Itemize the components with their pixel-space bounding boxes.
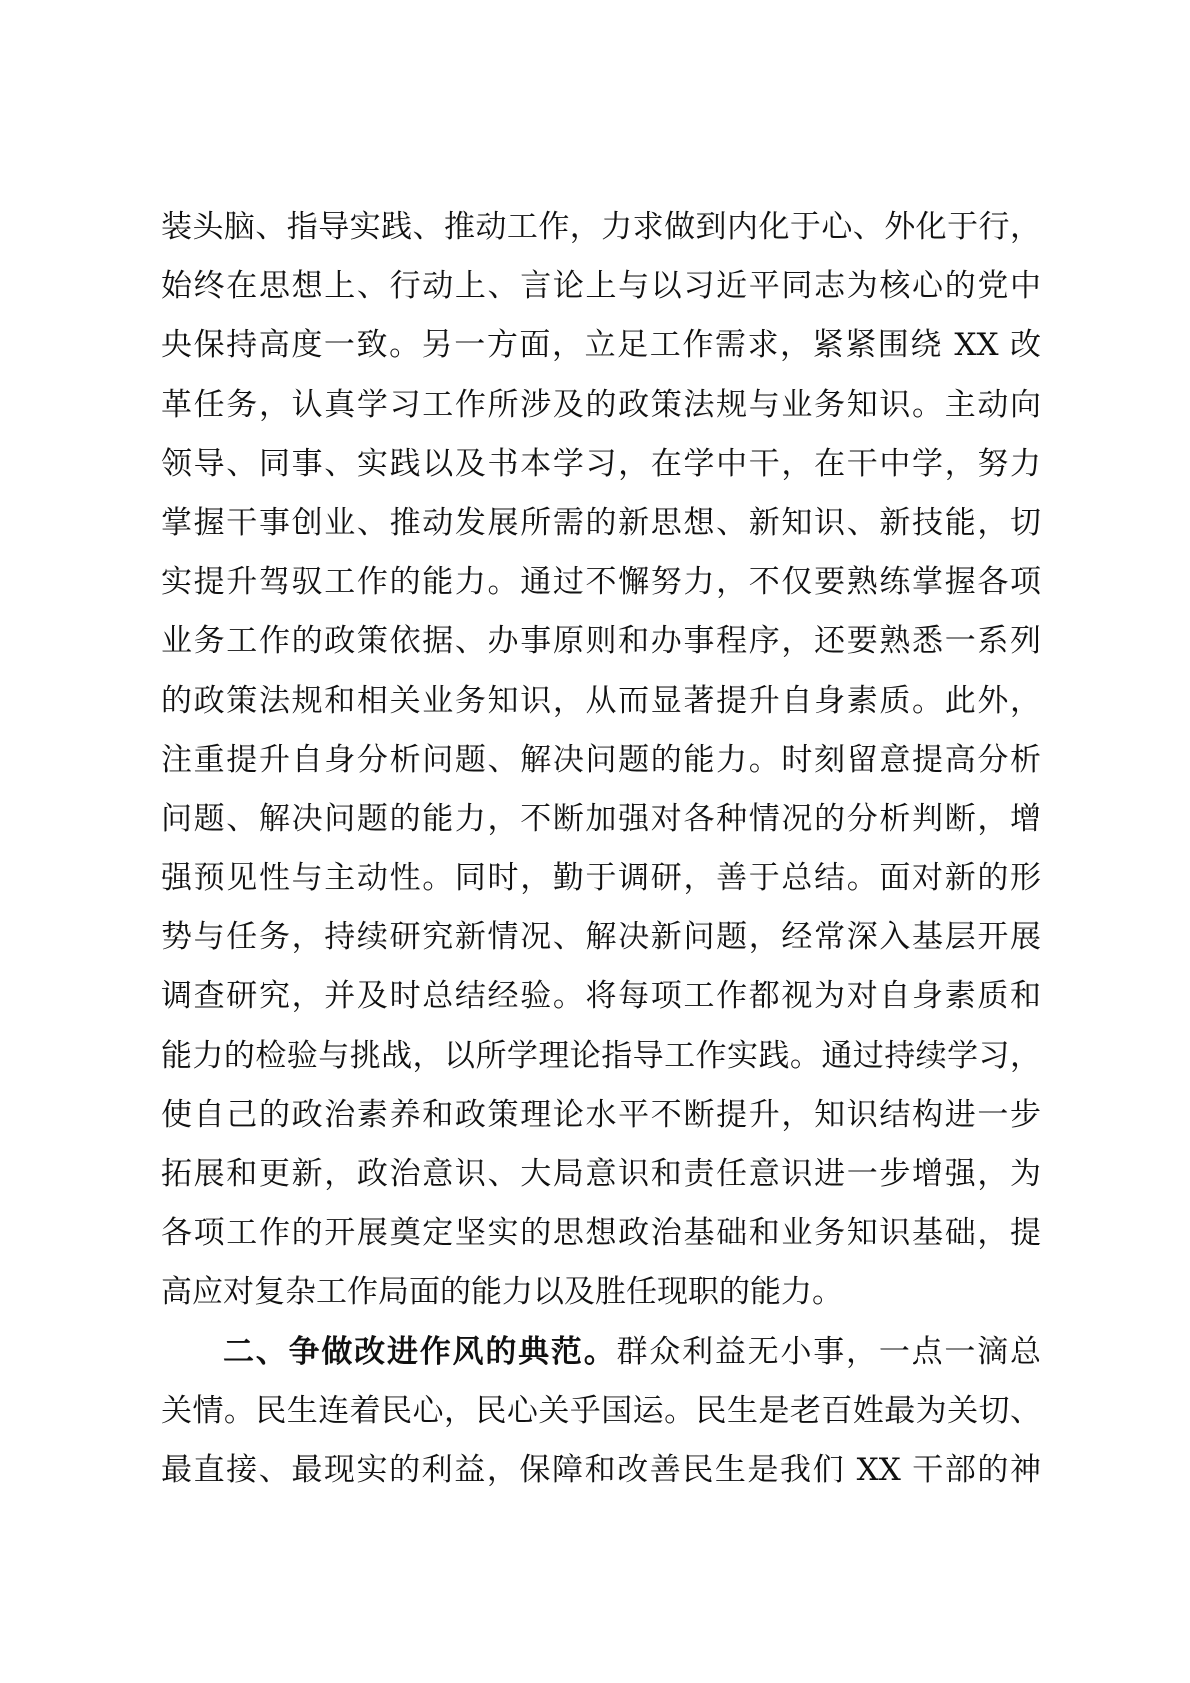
text-line: 注重提升自身分析问题、解决问题的能力。时刻留意提高分析 bbox=[161, 741, 1041, 778]
text-line: 问题、解决问题的能力，不断加强对各种情况的分析判断，增 bbox=[161, 800, 1041, 837]
text-line: 能力的检验与挑战，以所学理论指导工作实践。通过持续学习， bbox=[161, 1037, 1041, 1074]
text-line: 拓展和更新，政治意识、大局意识和责任意识进一步增强，为 bbox=[161, 1156, 1041, 1192]
text-line: 势与任务，持续研究新情况、解决新问题，经常深入基层开展 bbox=[161, 919, 1041, 956]
paragraph-1 bbox=[161, 198, 1041, 1323]
text-line: 各项工作的开展奠定坚实的思想政治基础和业务知识基础，提 bbox=[161, 1215, 1041, 1252]
text-line: 业务工作的政策依据、办事原则和办事程序，还要熟悉一系列 bbox=[161, 623, 1041, 660]
paragraph-2 bbox=[161, 1323, 1041, 1501]
text-line: 的政策法规和相关业务知识，从而显著提升自身素质。此外， bbox=[161, 682, 1041, 719]
text-line: 最直接、最现实的利益，保障和改善民生是我们 XX 干部的神 bbox=[161, 1451, 1041, 1488]
text-line: 关情。民生连着民心，民心关乎国运。民生是老百姓最为关切、 bbox=[161, 1392, 1041, 1429]
text-line: 掌握干事创业、推动发展所需的新思想、新知识、新技能，切 bbox=[161, 504, 1041, 541]
text-line: 始终在思想上、行动上、言论上与以习近平同志为核心的党中 bbox=[161, 268, 1041, 305]
text-run: 群众利益无小事，一点一滴总 bbox=[616, 1333, 1041, 1370]
text-line: 强预见性与主动性。同时，勤于调研，善于总结。面对新的形 bbox=[161, 860, 1041, 897]
text-line: 实提升驾驭工作的能力。通过不懈努力，不仅要熟练掌握各项 bbox=[161, 564, 1041, 601]
document-body bbox=[161, 198, 1041, 1500]
text-line bbox=[161, 1323, 1041, 1382]
section-heading: 二、争做改进作风的典范。 bbox=[223, 1333, 617, 1370]
text-line: 装头脑、指导实践、推动工作，力求做到内化于心、外化于行， bbox=[161, 209, 1041, 245]
text-line: 使自己的政治素养和政策理论水平不断提升，知识结构进一步 bbox=[161, 1096, 1041, 1133]
text-line: 央保持高度一致。另一方面，立足工作需求，紧紧围绕 XX 改 bbox=[161, 327, 1041, 364]
text-line: 领导、同事、实践以及书本学习，在学中干，在干中学，努力 bbox=[161, 445, 1041, 482]
text-line: 高应对复杂工作局面的能力以及胜任现职的能力。 bbox=[161, 1274, 843, 1311]
text-line: 调查研究，并及时总结经验。将每项工作都视为对自身素质和 bbox=[161, 978, 1041, 1015]
text-line: 革任务，认真学习工作所涉及的政策法规与业务知识。主动向 bbox=[161, 386, 1041, 423]
